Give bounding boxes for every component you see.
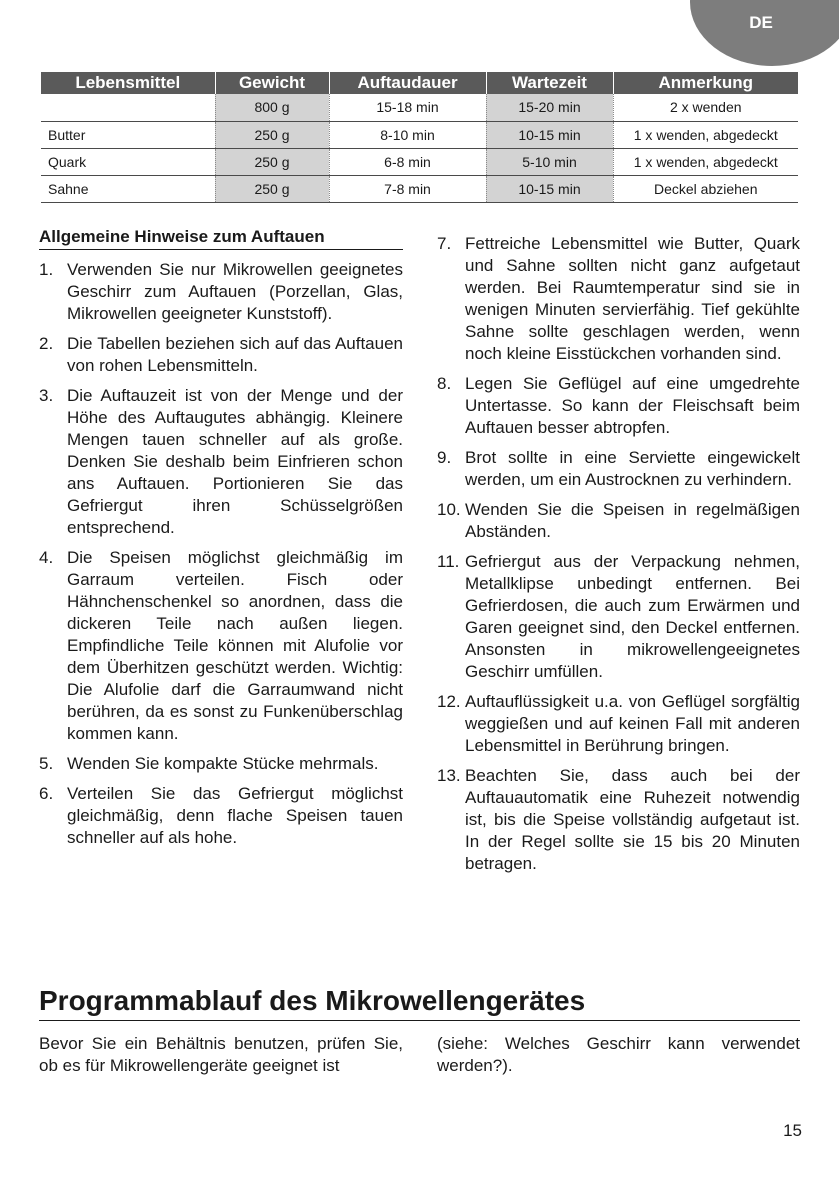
item-number: 5.	[39, 754, 54, 773]
table-row	[41, 148, 798, 175]
cell-wait-time: 10-15 min	[486, 121, 613, 148]
item-number: 2.	[39, 334, 54, 353]
list-item	[39, 385, 403, 539]
list-item	[437, 447, 800, 491]
item-number: 10.	[437, 500, 461, 519]
table-header-row	[41, 72, 798, 94]
cell-weight: 250 g	[215, 175, 329, 202]
hints-right-column	[437, 233, 800, 883]
header-wait-time: Wartezeit	[486, 72, 613, 94]
cell-weight: 800 g	[215, 94, 329, 121]
list-item	[437, 765, 800, 875]
item-number: 13.	[437, 766, 461, 785]
item-text: Fettreiche Lebensmittel wie Butter, Quark und Sahne sollten nicht ganz aufgetaut werden. Bei Raumtemperatur sind sie in wenigen Minuten servierfähig. Tief gekühlte Sahne sollte geschlagen werden, wenn noch kleine Eisstückchen vorhanden sind.	[465, 234, 800, 363]
cell-weight: 250 g	[215, 148, 329, 175]
cell-food	[41, 94, 215, 121]
list-item	[39, 259, 403, 325]
cell-wait-time: 5-10 min	[486, 148, 613, 175]
header-food: Lebensmittel	[41, 72, 215, 94]
hints-list-right	[437, 233, 800, 875]
hints-left-column	[39, 226, 403, 857]
list-item	[39, 333, 403, 377]
program-paragraph-right: (siehe: Welches Geschirr kann verwendet werden?).	[437, 1034, 800, 1075]
item-text: Verwenden Sie nur Mikrowellen geeignetes Geschirr zum Auftauen (Porzellan, Glas, Mikrowellen geeigneter Kunststoff).	[67, 260, 403, 323]
list-item	[39, 753, 403, 775]
table-row	[41, 94, 798, 121]
item-text: Verteilen Sie das Gefriergut möglichst gleichmäßig, denn flache Speisen tauen schneller auf als hohe.	[67, 784, 403, 847]
cell-wait-time: 15-20 min	[486, 94, 613, 121]
hints-heading: Allgemeine Hinweise zum Auftauen	[39, 226, 403, 250]
thaw-table	[41, 72, 798, 203]
cell-note: 2 x wenden	[613, 94, 798, 121]
cell-note: 1 x wenden, abgedeckt	[613, 121, 798, 148]
item-number: 9.	[437, 448, 452, 467]
item-text: Wenden Sie kompakte Stücke mehrmals.	[67, 754, 379, 773]
header-note: Anmerkung	[613, 72, 798, 94]
cell-wait-time: 10-15 min	[486, 175, 613, 202]
page-number: 15	[783, 1121, 802, 1140]
item-text: Auftauflüssigkeit u.a. von Geflügel sorgfältig weggießen und auf keinen Fall mit anderen Lebensmittel in Berührung bringen.	[465, 692, 800, 755]
cell-food: Butter	[41, 121, 215, 148]
list-item	[437, 691, 800, 757]
table-row	[41, 121, 798, 148]
item-text: Wenden Sie die Speisen in regelmäßigen Abständen.	[465, 500, 800, 541]
item-text: Legen Sie Geflügel auf eine umgedrehte Untertasse. So kann der Fleischsaft beim Auftauen besser abtropfen.	[465, 374, 800, 437]
list-item	[39, 783, 403, 849]
list-item	[437, 499, 800, 543]
header-weight: Gewicht	[215, 72, 329, 94]
item-number: 6.	[39, 784, 54, 803]
cell-weight: 250 g	[215, 121, 329, 148]
item-number: 8.	[437, 374, 452, 393]
cell-thaw-time: 15-18 min	[329, 94, 486, 121]
item-number: 3.	[39, 386, 54, 405]
cell-note: 1 x wenden, abgedeckt	[613, 148, 798, 175]
program-paragraph-left: Bevor Sie ein Behältnis benutzen, prüfen Sie, ob es für Mikrowellengeräte geeignet ist	[39, 1034, 403, 1075]
language-tab	[690, 0, 839, 66]
item-number: 7.	[437, 234, 452, 253]
language-label: DE	[749, 13, 773, 32]
cell-thaw-time: 7-8 min	[329, 175, 486, 202]
cell-note: Deckel abziehen	[613, 175, 798, 202]
item-text: Beachten Sie, dass auch bei der Auftauautomatik eine Ruhezeit notwendig ist, bis die Speise vollständig aufgetaut ist. In der Regel sollte sie 15 bis 20 Minuten betragen.	[465, 766, 800, 873]
item-text: Die Tabellen beziehen sich auf das Auftauen von rohen Lebensmitteln.	[67, 334, 403, 375]
cell-food: Quark	[41, 148, 215, 175]
item-text: Die Speisen möglichst gleichmäßig im Garraum verteilen. Fisch oder Hähnchenschenkel so anordnen, dass die dickeren Teile nach außen liegen. Empfindliche Teile können mit Alufolie vor dem Überhitzen geschützt werden. Wichtig: Die Alufolie darf die Garraumwand nicht berühren, da es sonst zu Funkenüberschlag kommen kann.	[67, 548, 403, 743]
item-text: Gefriergut aus der Verpackung nehmen, Metallklipse unbedingt entfernen. Bei Gefrierdosen, die auch zum Erwärmen und Garen geeignet sind, den Deckel entfernen. Ansonsten in mikrowellengeeignetes Geschirr umfüllen.	[465, 552, 800, 681]
item-text: Die Auftauzeit ist von der Menge und der Höhe des Auftaugutes abhängig. Kleinere Mengen tauen schneller auf als große. Denken Sie deshalb beim Einfrieren schon ans Auftauen. Portionieren Sie das Gefriergut ihren Schüsselgrößen entsprechend.	[67, 386, 403, 537]
item-text: Brot sollte in eine Serviette eingewickelt werden, um ein Austrocknen zu verhindern.	[465, 448, 800, 489]
cell-thaw-time: 8-10 min	[329, 121, 486, 148]
item-number: 4.	[39, 548, 54, 567]
list-item	[437, 551, 800, 683]
list-item	[39, 547, 403, 745]
header-thaw-time: Auftaudauer	[329, 72, 486, 94]
item-number: 1.	[39, 260, 54, 279]
cell-food: Sahne	[41, 175, 215, 202]
item-number: 11.	[437, 552, 460, 571]
list-item	[437, 233, 800, 365]
table-row	[41, 175, 798, 202]
cell-thaw-time: 6-8 min	[329, 148, 486, 175]
list-item	[437, 373, 800, 439]
item-number: 12.	[437, 692, 461, 711]
hints-list-left	[39, 259, 403, 849]
program-heading: Programmablauf des Mikrowellengerätes	[39, 984, 800, 1021]
